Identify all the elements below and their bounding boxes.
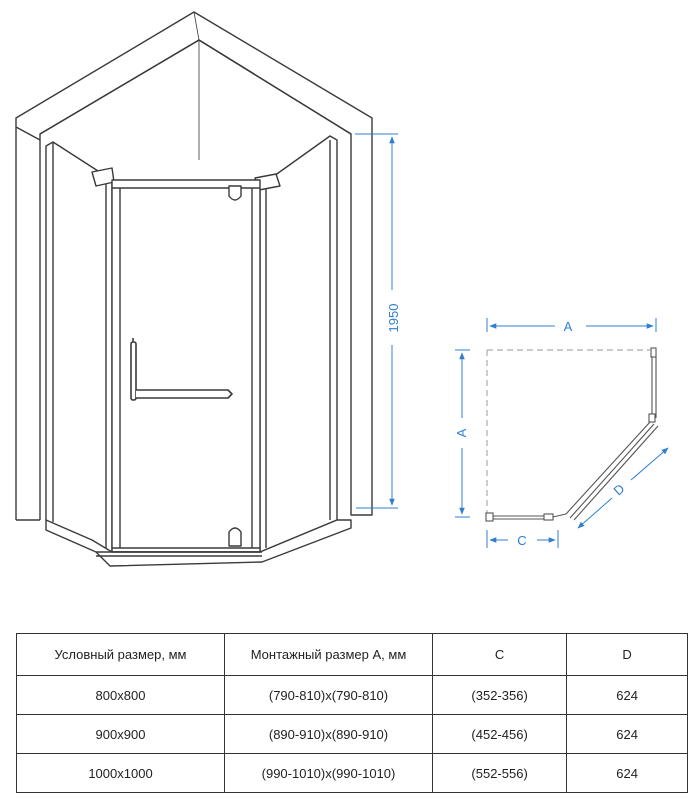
left-side-panel <box>46 142 114 556</box>
cell-nominal-size: 800x800 <box>17 676 225 715</box>
table-row <box>17 715 688 754</box>
table-row <box>17 676 688 715</box>
plan-panels <box>486 348 658 521</box>
cell-nominal-size: 1000x1000 <box>17 754 225 793</box>
cell-d: 624 <box>567 676 688 715</box>
label-d: D <box>610 480 628 499</box>
table-header-row <box>17 634 688 676</box>
plan-view <box>454 318 668 548</box>
cell-c: (352-356) <box>433 676 567 715</box>
cell-mounting-size: (790-810)x(790-810) <box>225 676 433 715</box>
table-row <box>17 754 688 793</box>
cell-c: (452-456) <box>433 715 567 754</box>
dimension-a-top <box>487 318 656 334</box>
dimension-d <box>578 448 668 528</box>
cell-c: (552-556) <box>433 754 567 793</box>
dimension-c <box>487 530 558 548</box>
label-a-top: A <box>563 319 573 334</box>
header-d: D <box>567 634 688 676</box>
enclosure-isometric <box>16 12 372 566</box>
header-nominal-size: Условный размер, мм <box>17 634 225 676</box>
size-table <box>16 633 688 793</box>
right-side-panel <box>255 136 337 552</box>
cell-d: 624 <box>567 715 688 754</box>
height-label: 1950 <box>386 303 401 333</box>
header-c: C <box>433 634 567 676</box>
cell-mounting-size: (990-1010)x(990-1010) <box>225 754 433 793</box>
cell-d: 624 <box>567 754 688 793</box>
header-mounting-size: Монтажный размер A, мм <box>225 634 433 676</box>
cell-nominal-size: 900x900 <box>17 715 225 754</box>
label-a-left: A <box>454 428 469 438</box>
cell-mounting-size: (890-910)x(890-910) <box>225 715 433 754</box>
label-c: C <box>517 533 527 548</box>
dimension-a-left <box>454 350 470 517</box>
